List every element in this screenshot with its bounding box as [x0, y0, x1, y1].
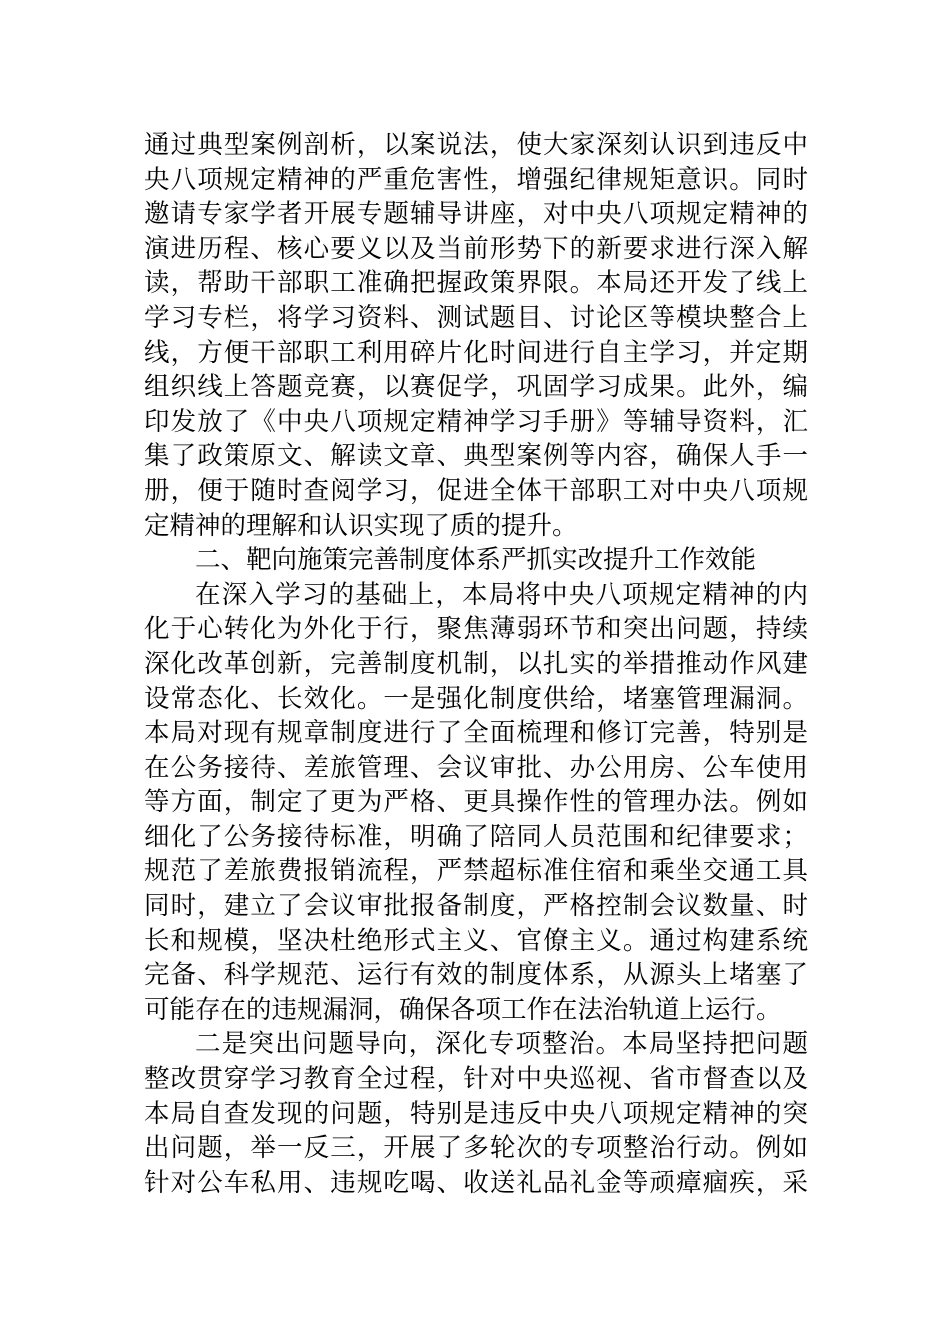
text-line: 邀请专家学者开展专题辅导讲座，对中央八项规定精神的 [144, 199, 808, 230]
text-line: 等方面，制定了更为严格、更具操作性的管理办法。例如 [144, 787, 808, 818]
text-line: 二是突出问题导向，深化专项整治。本局坚持把问题 [195, 1029, 808, 1060]
text-line: 通过典型案例剖析，以案说法，使大家深刻认识到违反中 [144, 130, 808, 160]
text-line: 可能存在的违规漏洞，确保各项工作在法治轨道上运行。 [144, 994, 782, 1025]
text-line: 线，方便干部职工利用碎片化时间进行自主学习，并定期 [144, 337, 808, 368]
text-line: 化于心转化为外化于行，聚焦薄弱环节和突出问题，持续 [144, 614, 808, 645]
text-line: 深化改革创新，完善制度机制，以扎实的举措推动作风建 [144, 648, 808, 679]
text-line: 学习专栏，将学习资料、测试题目、讨论区等模块整合上 [144, 302, 808, 333]
text-line: 集了政策原文、解读文章、典型案例等内容，确保人手一 [144, 441, 808, 472]
text-line: 册，便于随时查阅学习，促进全体干部职工对中央八项规 [144, 475, 808, 506]
text-line: 完备、科学规范、运行有效的制度体系，从源头上堵塞了 [144, 960, 808, 991]
text-line: 出问题，举一反三，开展了多轮次的专项整治行动。例如 [144, 1133, 808, 1164]
text-line: 印发放了《中央八项规定精神学习手册》等辅导资料，汇 [144, 406, 808, 437]
text-line: 组织线上答题竞赛，以赛促学，巩固学习成果。此外，编 [144, 372, 808, 403]
text-line: 整改贯穿学习教育全过程，针对中央巡视、省市督查以及 [144, 1064, 808, 1095]
body-text [144, 128, 808, 1200]
text-line: 央八项规定精神的严重危害性，增强纪律规矩意识。同时 [144, 164, 808, 195]
text-line: 定精神的理解和认识实现了质的提升。 [144, 510, 578, 541]
text-line: 本局自查发现的问题，特别是违反中央八项规定精神的突 [144, 1098, 808, 1129]
text-line: 设常态化、长效化。一是强化制度供给，堵塞管理漏洞。 [144, 683, 808, 714]
text-line: 在深入学习的基础上，本局将中央八项规定精神的内 [195, 579, 808, 610]
text-line: 读，帮助干部职工准确把握政策界限。本局还开发了线上 [144, 268, 808, 299]
text-line: 演进历程、核心要义以及当前形势下的新要求进行深入解 [144, 233, 808, 264]
text-line: 本局对现有规章制度进行了全面梳理和修订完善，特别是 [144, 718, 808, 749]
text-line: 细化了公务接待标准，明确了陪同人员范围和纪律要求； [144, 821, 808, 852]
text-line: 针对公车私用、违规吃喝、收送礼品礼金等顽瘴痼疾，采 [144, 1167, 808, 1198]
text-line: 同时，建立了会议审批报备制度，严格控制会议数量、时 [144, 891, 808, 922]
text-line: 在公务接待、差旅管理、会议审批、办公用房、公车使用 [144, 752, 808, 783]
text-line: 规范了差旅费报销流程，严禁超标准住宿和乘坐交通工具 [144, 856, 808, 887]
section-heading: 二、靶向施策完善制度体系严抓实改提升工作效能 [195, 545, 757, 576]
text-line: 长和规模，坚决杜绝形式主义、官僚主义。通过构建系统 [144, 925, 808, 956]
